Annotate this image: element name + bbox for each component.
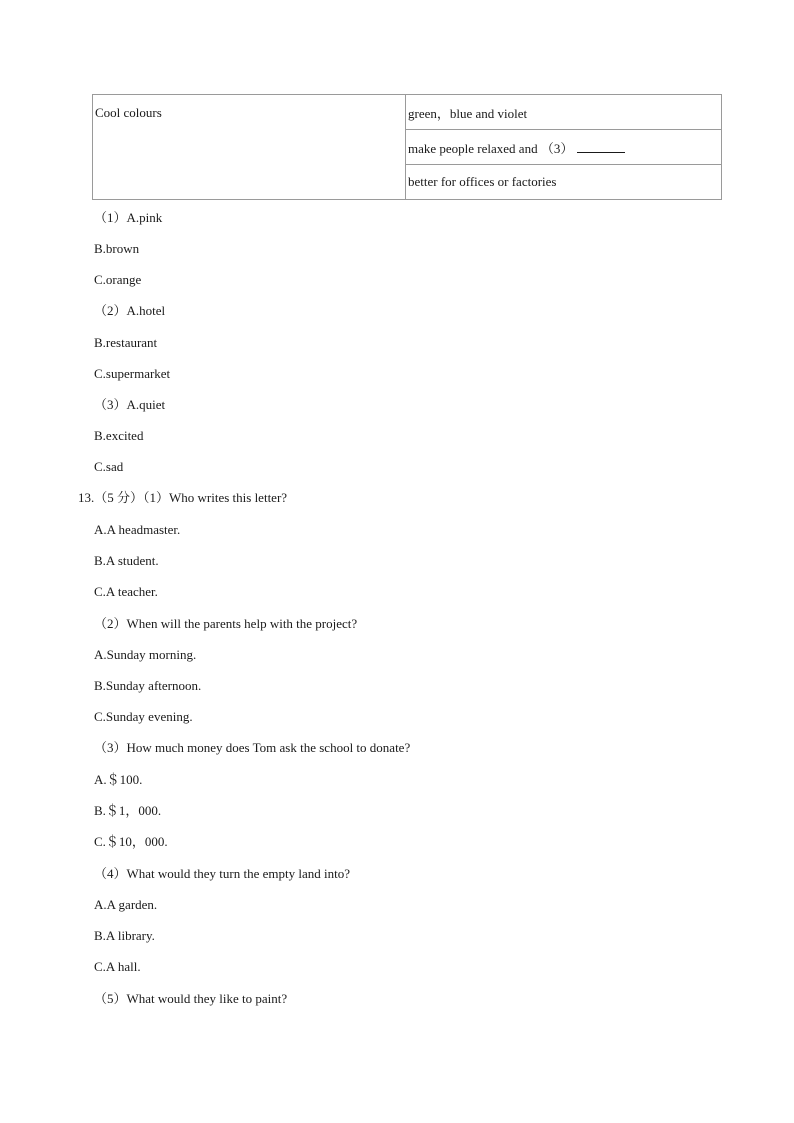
option-c: C.A teacher.	[94, 584, 158, 599]
table-cell	[406, 130, 722, 165]
table-row	[93, 95, 722, 130]
option-a: A.A headmaster.	[94, 522, 181, 537]
answer-blank	[577, 140, 625, 153]
option-c: C.Sunday evening.	[94, 709, 193, 724]
sub-question-2: （2）A.hotel	[94, 303, 166, 318]
table-cell-text: better for offices or factories	[408, 174, 557, 189]
option-a: A.Sunday morning.	[94, 647, 197, 662]
sub-question-1: （1）A.pink	[94, 210, 163, 225]
option-b: B.A student.	[94, 553, 159, 568]
question-13-heading: 13.（5 分）（1）Who writes this letter?	[78, 490, 288, 505]
sub-question-3: （3）A.quiet	[94, 397, 166, 412]
table-cell-text: make people relaxed and （3）	[408, 140, 574, 156]
option-a: A.A garden.	[94, 897, 158, 912]
option-b: B.restaurant	[94, 335, 158, 350]
sub-question-2: （2）When will the parents help with the project?	[94, 616, 358, 631]
sub-question-4: （4）What would they turn the empty land into?	[94, 866, 350, 881]
option-b: B.excited	[94, 428, 144, 443]
option-a: A.＄100.	[94, 772, 143, 787]
option-b: B.A library.	[94, 928, 155, 943]
sub-question-3: （3）How much money does Tom ask the school to donate?	[94, 740, 411, 755]
option-b: B.brown	[94, 241, 140, 256]
option-b: B.Sunday afternoon.	[94, 678, 202, 693]
sub-question-5: （5）What would they like to paint?	[94, 991, 288, 1006]
colour-group-label: Cool colours	[93, 95, 406, 200]
table-cell	[406, 95, 722, 130]
colour-table	[92, 94, 722, 200]
table-cell	[406, 165, 722, 200]
option-c: C.A hall.	[94, 959, 141, 974]
option-c: C.supermarket	[94, 366, 171, 381]
option-c: C.orange	[94, 272, 142, 287]
table-cell-text: green，blue and violet	[408, 105, 528, 121]
option-c: C.sad	[94, 459, 124, 474]
option-b: B.＄1，000.	[94, 803, 162, 818]
option-c: C.＄10，000.	[94, 834, 168, 849]
